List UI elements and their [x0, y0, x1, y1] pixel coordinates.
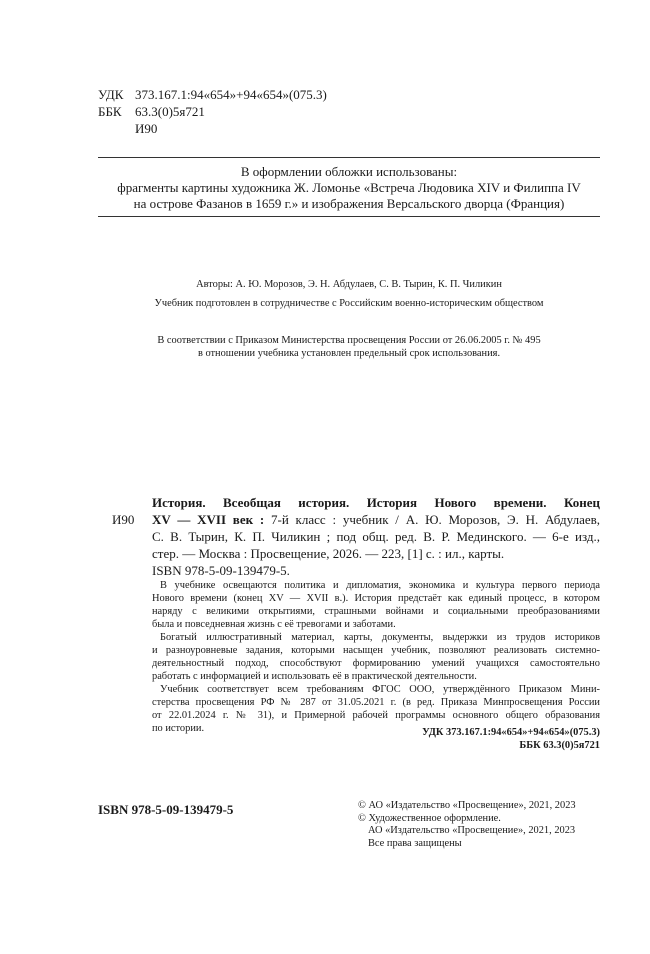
top-divider	[98, 157, 600, 158]
annotation-line: работать с информацией и использовать её в практической деятельности.	[152, 671, 477, 682]
authors: Авторы: А. Ю. Морозов, Э. Н. Абдулаев, С. В. Тырин, К. П. Чиликин	[196, 279, 502, 290]
biblio-line3: С. В. Тырин, К. П. Чиликин ; под общ. ред. В. Р. Мединского. — 6-е изд.,	[152, 529, 600, 544]
order-note	[98, 334, 600, 360]
copyright-line1: © АО «Издательство «Просвещение», 2021, 2023	[358, 800, 576, 811]
record-codes	[300, 727, 600, 752]
biblio-line2	[152, 511, 600, 528]
annotation-line: по истории.	[152, 723, 205, 734]
annotation-line: Богатый иллюстративный материал, карты, документы, выдержки из трудов историков	[160, 632, 600, 643]
bibliographic-record	[152, 494, 600, 579]
annotation-paragraph	[152, 579, 600, 631]
cover-note-line2: фрагменты картины художника Ж. Ломонье «Встреча Людовика XIV и Филиппа IV	[117, 180, 581, 195]
author-sign: И90	[135, 121, 158, 136]
bbk-value: 63.3(0)5я721	[135, 104, 205, 119]
annotation-line: Нового времени (конец XV — XVII в.). История предстаёт как единый процесс, в котором	[152, 593, 600, 604]
annotation-line: стерства просвещения РФ № 287 от 31.05.2021 г. (в ред. Приказа Минпросвещения России	[152, 697, 600, 708]
annotation-paragraph	[152, 631, 600, 683]
order-note-line1: В соответствии с Приказом Министерства просвещения России от 26.06.2005 г. № 495	[157, 335, 541, 346]
cover-note-line3: на острове Фазанов в 1659 г.» и изображения Версальского дворца (Франция)	[133, 196, 565, 211]
cover-note	[98, 164, 600, 212]
annotation-line: В учебнике освещаются политика и дипломатия, экономика и культура первого периода	[160, 580, 600, 591]
copyright-block	[358, 800, 576, 850]
record-udk: УДК 373.167.1:94«654»+94«654»(075.3)	[422, 727, 600, 738]
annotation-line: деятельностный подход, способствуют формированию умений учащихся самостоятельно	[152, 658, 600, 669]
biblio-line4: стер. — Москва : Просвещение, 2026. — 223, [1] с. : ил., карты.	[152, 546, 505, 561]
copyright-line4: Все права защищены	[368, 837, 462, 849]
copyright-line3: АО «Издательство «Просвещение», 2021, 2023	[368, 825, 576, 836]
annotation-line: была и повседневная жизнь с её тревогами и заботами.	[152, 619, 396, 630]
biblio-line2-rest: 7-й класс : учебник / А. Ю. Морозов, Э. Н. Абдулаев,	[264, 512, 601, 527]
cover-note-line1: В оформлении обложки использованы:	[240, 164, 458, 179]
copyright-line2: © Художественное оформление.	[358, 812, 501, 824]
cooperation-line	[98, 297, 600, 310]
record-bbk: ББК 63.3(0)5я721	[519, 739, 600, 751]
annotation	[152, 579, 600, 735]
annotation-line: наряду с великими открытиями, страшными войнами и социальными преобразованиями	[152, 606, 600, 617]
isbn: ISBN 978-5-09-139479-5	[98, 802, 234, 817]
order-note-line2: в отношении учебника установлен предельный срок использования.	[197, 348, 501, 359]
classification-codes	[98, 86, 327, 137]
biblio-isbn: ISBN 978-5-09-139479-5.	[152, 563, 290, 578]
bbk-label: ББК	[98, 104, 122, 119]
udk-value: 373.167.1:94«654»+94«654»(075.3)	[135, 87, 327, 102]
biblio-title: История. Всеобщая история. История Нового времени. Конец	[152, 495, 600, 510]
annotation-line: и разноуровневые задания, которыми насыщен учебник, позволяют реализовать системно-	[152, 645, 600, 656]
biblio-period: XV — XVII век :	[152, 512, 265, 527]
annotation-line: от 22.01.2024 г. № 31), и Примерной рабочей программы основного общего образования	[152, 710, 600, 721]
bibliography-index: И90	[112, 512, 135, 527]
udk-label: УДК	[98, 87, 124, 102]
cover-divider	[98, 216, 600, 217]
authors-line	[98, 278, 600, 291]
cooperation: Учебник подготовлен в сотрудничестве с Российским военно-историческим обществом	[154, 298, 544, 309]
annotation-line: Учебник соответствует всем требованиям ФГОС ООО, утверждённого Приказом Мини-	[160, 684, 600, 695]
